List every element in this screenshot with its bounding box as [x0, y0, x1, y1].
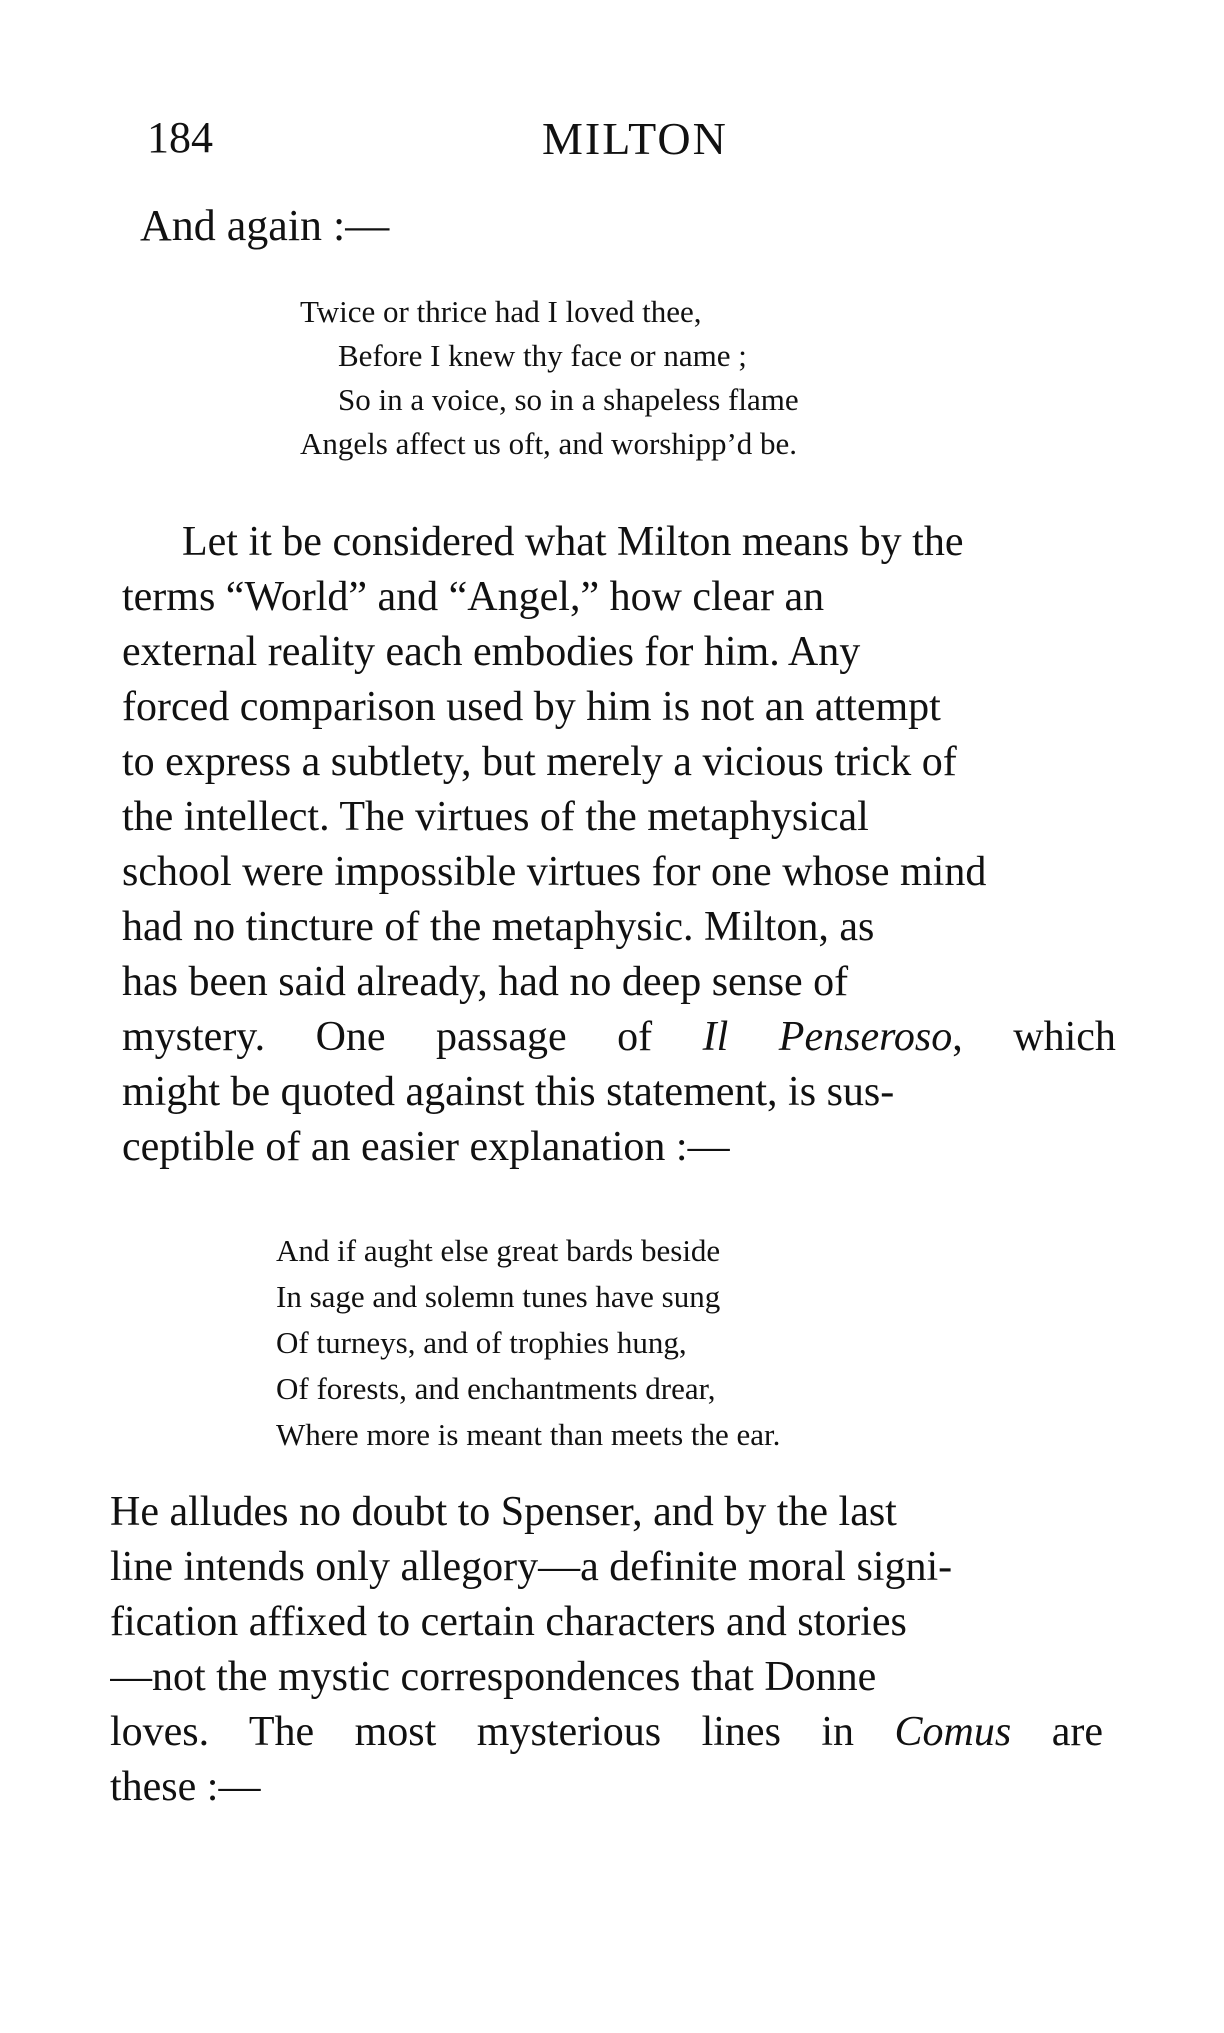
page-number: 184	[147, 113, 213, 162]
text-line: fication affixed to certain characters and stories	[110, 1599, 907, 1645]
verse-quotation-2	[276, 1228, 780, 1458]
verse-line: Of forests, and enchantments drear,	[276, 1371, 716, 1406]
verse-line: Twice or thrice had I loved thee,	[300, 294, 702, 329]
text-line: He alludes no doubt to Spenser, and by the last	[110, 1489, 897, 1535]
paragraph-2	[110, 1485, 1103, 1815]
text-line: loves. The most mysterious lines in Comus are	[110, 1709, 1103, 1755]
text-line: might be quoted against this statement, is sus-	[122, 1069, 895, 1115]
intro-line: And again :—	[140, 201, 390, 250]
text-line: the intellect. The virtues of the metaphysical	[122, 794, 869, 840]
text-line: line intends only allegory—a definite moral signi-	[110, 1544, 953, 1590]
text-line: terms “World” and “Angel,” how clear an	[122, 574, 825, 620]
paragraph-1	[122, 515, 1125, 1175]
text-line: these :—	[110, 1764, 261, 1810]
text-line: has been said already, had no deep sense of	[122, 959, 849, 1005]
verse-line: Before I knew thy face or name ;	[338, 338, 747, 373]
verse-line: So in a voice, so in a shapeless flame	[338, 382, 799, 417]
text-line: —not the mystic correspondences that Donne	[110, 1654, 877, 1700]
verse-line: Angels affect us oft, and worshipp’d be.	[300, 426, 798, 461]
text-line: mystery. One passage of Il Penseroso, which	[122, 1014, 1116, 1060]
text-line: had no tincture of the metaphysic. Milton, as	[122, 904, 875, 950]
work-title-il-penseroso: Il Penseroso	[702, 1014, 953, 1060]
text-line: to express a subtlety, but merely a vicious trick of	[122, 739, 957, 785]
verse-line: In sage and solemn tunes have sung	[276, 1279, 721, 1314]
verse-line: Of turneys, and of trophies hung,	[276, 1325, 687, 1360]
text-line: external reality each embodies for him. Any	[122, 629, 861, 675]
work-title-comus: Comus	[894, 1709, 1012, 1755]
text-line: forced comparison used by him is not an attempt	[122, 684, 941, 730]
text-line: school were impossible virtues for one whose mind	[122, 849, 987, 895]
verse-line: And if aught else great bards beside	[276, 1233, 721, 1268]
running-title: MILTON	[542, 113, 728, 164]
verse-quotation-1	[300, 290, 799, 466]
verse-line: Where more is meant than meets the ear.	[276, 1417, 781, 1452]
text-line: Let it be considered what Milton means by the	[182, 519, 964, 565]
text-line: ceptible of an easier explanation :—	[122, 1124, 730, 1170]
